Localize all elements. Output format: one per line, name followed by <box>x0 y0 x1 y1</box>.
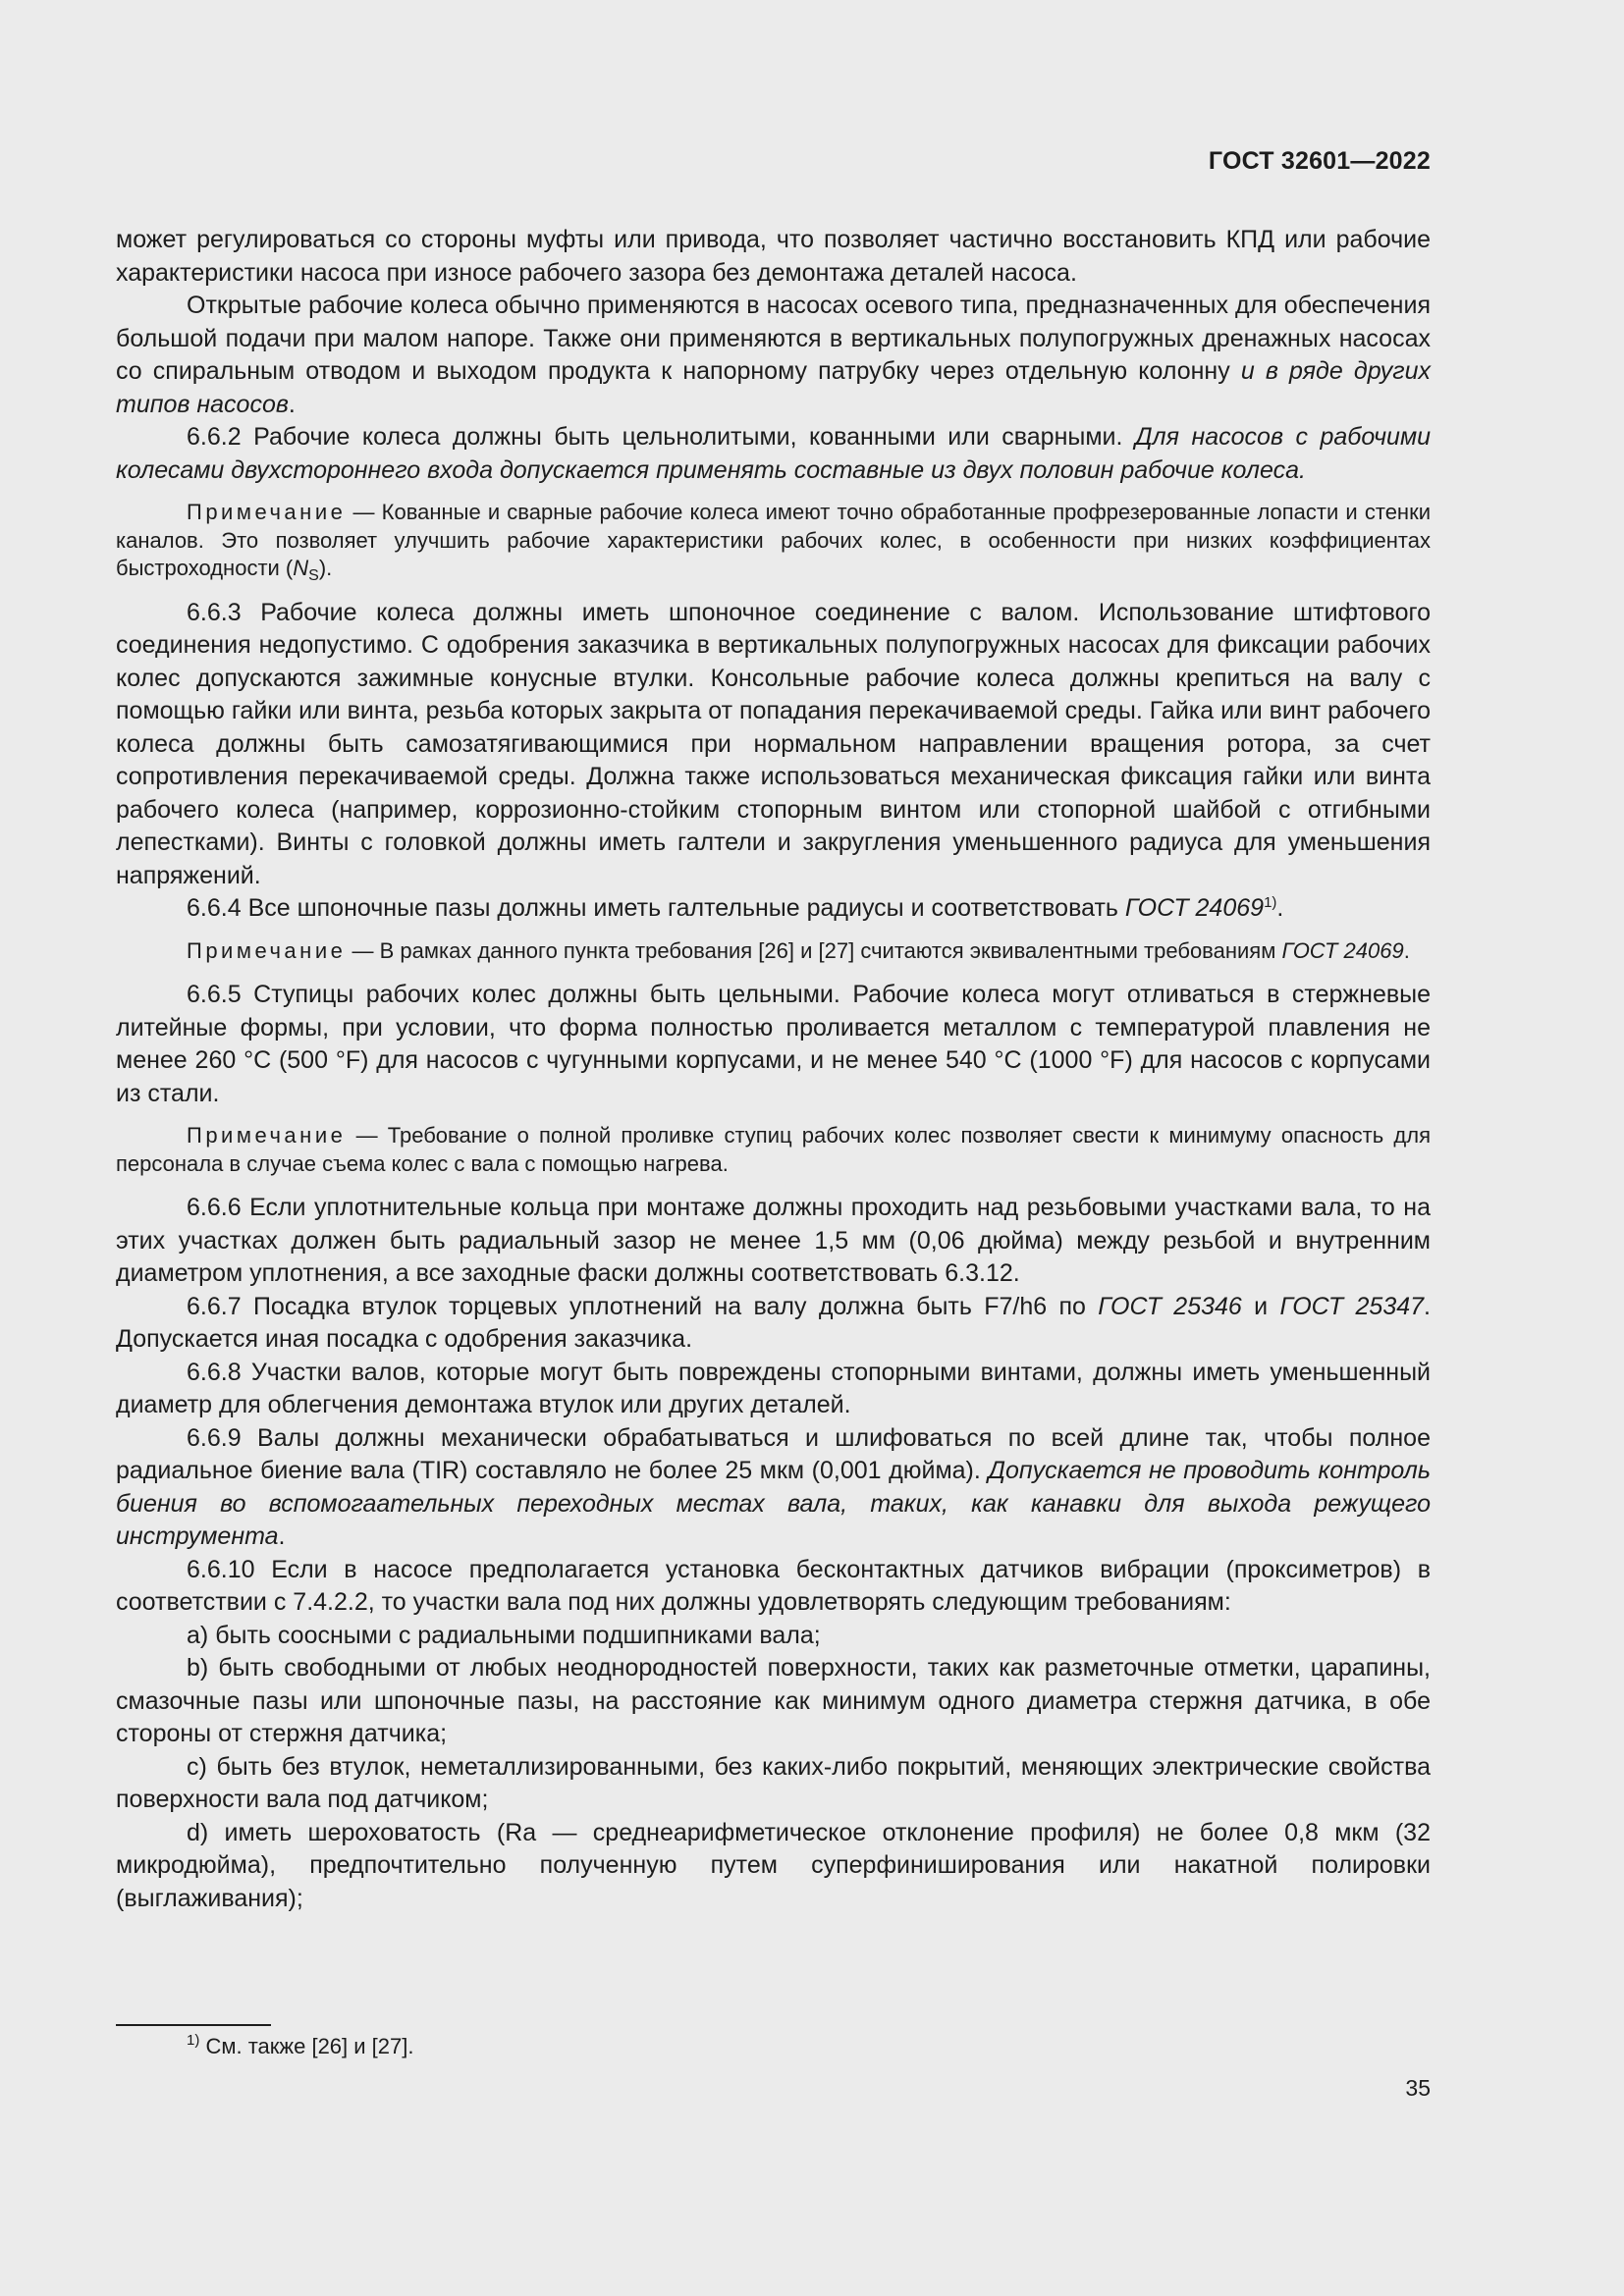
clause-6-6-8: 6.6.8 Участки валов, которые могут быть повреждены стопорными винтами, должны иметь уменьшенный диаметр для облегчения демонтажа втулок или других деталей. <box>116 1358 1431 1418</box>
list-item: b) быть свободными от любых неоднородностей поверхности, таких как разметочные отметки, царапины, смазочные пазы или шпоночные пазы, на расстояние как минимум одного диаметра стержня датчика, в обе стороны от стержня датчика; <box>116 1654 1432 1747</box>
footnote-reference: 1) <box>1264 894 1277 911</box>
note-forged-impellers: Примечание — Кованные и сварные рабочие колеса имеют точно обработанные профрезерованные лопасти и стенки каналов. Это позволяет улучшить рабочие характеристики рабочих колес, в особенности при низких коэффициентах быстроходности $(N_S)$. <box>116 500 1431 584</box>
clause-number: 6.6.2 <box>187 423 242 451</box>
main-text <box>116 224 1431 1915</box>
note-label: Примечание <box>187 1123 347 1148</box>
clause-number: 6.6.8 <box>187 1358 242 1386</box>
clause-6-6-9: 6.6.9 Валы должны механически обрабатываться и шлифоваться по всей длине так, чтобы полное радиальное биение вала (TIR) составляло не более 25 мкм (0,001 дюйма). Допускается не проводить контроль биения во вспомогаательных переходных местах вала, таких, как канавки для выхода режущего инструмента. <box>116 1423 1432 1550</box>
clause-6-6-10: 6.6.10 Если в насосе предполагается установка бесконтактных датчиков вибрации (проксиметров) в соответствии с 7.4.2.2, то участки вала под них должны удовлетворять следующим требованиям: <box>116 1555 1431 1616</box>
note-keyways: Примечание — В рамках данного пункта требования [26] и [27] считаются эквивалентными требованиям ГОСТ 24069. <box>187 937 1410 963</box>
clause-6-6-4: 6.6.4 Все шпоночные пазы должны иметь галтельные радиусы и соответствовать ГОСТ 24069$^{1)}$. <box>187 894 1284 922</box>
list-item: a) быть соосными с радиальными подшипниками вала; <box>187 1621 821 1649</box>
clause-number: 6.6.3 <box>187 598 242 626</box>
list-marker: c) <box>187 1752 207 1781</box>
footnote-marker: 1) <box>187 2032 200 2049</box>
list-marker: d) <box>187 1818 209 1846</box>
clause-6-6-7: 6.6.7 Посадка втулок торцевых уплотнений на валу должна быть F7/h6 по ГОСТ 25346 и ГОСТ 25347. Допускается иная посадка с одобрения заказчика. <box>116 1292 1431 1353</box>
note-label: Примечание <box>187 937 347 963</box>
list-item: c) быть без втулок, неметаллизированными, без каких-либо покрытий, меняющих электрические свойства поверхности вала под датчиком; <box>116 1752 1431 1813</box>
footnote: $^{1)}$ См. также [26] и [27]. <box>187 2032 414 2058</box>
document-code-header: ГОСТ 32601—2022 <box>1208 147 1431 175</box>
clause-number: 6.6.5 <box>187 981 242 1008</box>
clause-6-6-2: 6.6.2 Рабочие колеса должны быть цельнолитыми, кованными или сварными. Для насосов с рабочими колесами двухстороннего входа допускается применять составные из двух половин рабочие колеса. <box>116 423 1431 484</box>
clause-number: 6.6.7 <box>187 1292 242 1320</box>
clause-number: 6.6.4 <box>187 894 242 922</box>
note-hub-casting: Примечание — Требование о полной проливке ступиц рабочих колес позволяет свести к минимуму опасность для персонала в случае съема колес с вала с помощью нагрева. <box>116 1123 1431 1176</box>
list-marker: a) <box>187 1621 209 1649</box>
page-number: 35 <box>1405 2075 1431 2101</box>
clause-number: 6.6.9 <box>187 1423 242 1452</box>
clause-6-6-5: 6.6.5 Ступицы рабочих колес должны быть цельными. Рабочие колеса могут отливаться в стержневые литейные формы, при условии, что форма полностью проливается металлом с температурой плавления не менее 260 °С (500 °F) для насосов с чугунными корпусами, и не менее 540 °С (1000 °F) для насосов с корпусами из стали. <box>116 981 1431 1107</box>
clause-6-6-3: 6.6.3 Рабочие колеса должны иметь шпоночное соединение с валом. Использование штифтового соединения недопустимо. С одобрения заказчика в вертикальных полупогружных насосах для фиксации рабочих колес допускаются зажимные конусные втулки. Консольные рабочие колеса должны крепиться на валу с помощью гайки или винта, резьба которых закрыта от попадания перекачиваемой среды. Гайка или винт рабочего колеса должны быть самозатягивающимися при нормальном направлении вращения ротора, за счет сопротивления перекачиваемой среды. Должна также использоваться механическая фиксация гайки или винта рабочего колеса (например, коррозионно-стойким стопорным винтом или стопорной шайбой с отгибными лепестками). Винты с головкой должны иметь галтели и закругления уменьшенного радиуса для уменьшения напряжений. <box>116 598 1431 889</box>
clause-number: 6.6.6 <box>187 1194 242 1221</box>
footnote-separator <box>116 2024 271 2026</box>
clause-6-6-6: 6.6.6 Если уплотнительные кольца при монтаже должны проходить над резьбовыми участками вала, то на этих участках должен быть радиальный зазор не менее 1,5 мм (0,06 дюйма) между резьбой и внутренним диаметром уплотнения, а все заходные фаски должны соответствовать 6.3.12. <box>116 1194 1431 1287</box>
list-item: d) иметь шероховатость (Ra — среднеарифметическое отклонение профиля) не более 0,8 мкм (32 микродюйма), предпочтительно полученную путем суперфиниширования или накатной полировки (выглаживания); <box>116 1818 1431 1912</box>
paragraph-open-impellers: Открытые рабочие колеса обычно применяются в насосах осевого типа, предназначенных для обеспечения большой подачи при малом напоре. Также они применяются в вертикальных полупогружных дренажных насосах со спиральным отводом и выходом продукта к напорному патрубку через отдельную колонну и в ряде других типов насосов. <box>116 292 1431 418</box>
clause-number: 6.6.10 <box>187 1555 255 1583</box>
list-marker: b) <box>187 1654 209 1682</box>
note-label: Примечание <box>187 500 347 524</box>
paragraph-continuation: может регулироваться со стороны муфты или привода, что позволяет частично восстановить КПД или рабочие характеристики насоса при износе рабочего зазора без демонтажа деталей насоса. <box>116 226 1431 287</box>
